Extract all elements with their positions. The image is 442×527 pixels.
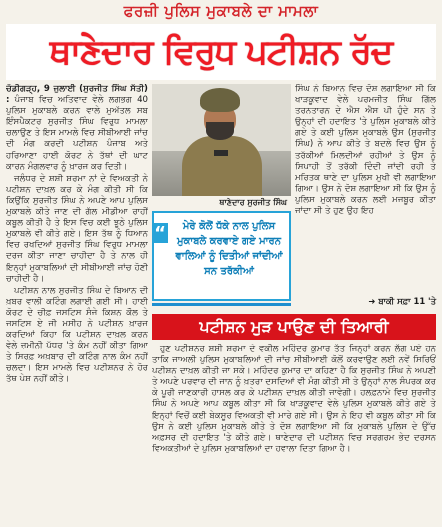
dateline: ਚੰਡੀਗੜ੍ਹ, 9 ਜੁਲਾਈ (ਸੁਰਜੀਤ ਸਿੰਘ ਸੱਤੀ) : bbox=[6, 84, 148, 106]
bottom-column-paragraph: ਹੁਣ ਪਟੀਸ਼ਨਰ ਸ਼ਸ਼ੀ ਸ਼ਰਮਾ ਦੇ ਵਕੀਲ ਮਹਿੰਦਰ ਕੁਮਾਰ ਤੱਤ ਜਿਨ੍ਹਾਂ ਕਰਨ ਲੱਗ ਪਏ ਹਨ ਤਾਕਿ ਜਾਅਲੀ ਪੁਲਿਸ ਮੁਕਾਬਲਿਆਂ ਦੀ ਜਾਂਚ ਸੀਬੀਆਈ ਕੋਲੋਂ ਕਰਵਾਉਣ ਲਈ ਨਵੇਂ ਸਿਰਿਓਂ ਪਟੀਸ਼ਨ ਦਾਖ਼ਲ ਕੀਤੀ ਜਾ ਸਕੇ। ਮਹਿੰਦਰ ਕੁਮਾਰ ਦਾ ਕਹਿਣਾ ਹੈ ਕਿ ਸੁਰਜੀਤ ਸਿੰਘ ਨੇ ਅਪਣੀ ਤੇ ਅਪਣੇ ਪਰਵਾਰ ਦੀ ਜਾਨ ਨੂੰ ਖ਼ਤਰਾ ਦਸਦਿਆਂ ਵੀ ਮੰਗ ਕੀਤੀ ਸੀ ਤੇ ਉਨ੍ਹਾਂ ਨਾਲ ਸੰਪਰਕ ਕਰ ਕੇ ਪੂਰੀ ਜਾਣਕਾਰੀ ਹਾਸਲ ਕਰ ਕੇ ਪਟੀਸ਼ਨ ਦਾਖ਼ਲ ਕੀਤੀ ਜਾਵੇਗੀ। ਹਲਫ਼ਨਾਮੇ ਵਿਚ ਸੁਰਜੀਤ ਸਿੰਘ ਨੇ ਅਪਣੇ ਆਪ ਕਬੂਲ ਕੀਤਾ ਸੀ ਕਿ ਖਾੜਕੂਵਾਦ ਵੇਲੇ ਪੁਲਿਸ ਮੁਕਾਬਲੇ ਕੀਤੇ ਗਏ ਤੇ ਇਨ੍ਹਾਂ ਵਿਚੋਂ ਕਈ ਬੇਕਸੂਰ ਵਿਅਕਤੀ ਵੀ ਮਾਰੇ ਗਏ ਸੀ। ਉਸ ਨੇ ਇਹ ਵੀ ਕਬੂਲ ਕੀਤਾ ਸੀ ਕਿ ਉਸ ਨੇ ਕਈ ਪੁਲਿਸ ਮੁਕਾਬਲੇ ਕੀਤੇ ਤੇ ਦੋਸ਼ ਲਗਾਇਆ ਸੀ ਕਿ ਮੁਕਾਬਲੇ ਪੁਲਿਸ ਦੇ ਉੱਚ ਅਫ਼ਸਰ ਦੀ ਹਦਾਇਤ 'ਤੇ ਕੀਤੇ ਗਏ। ਥਾਣੇਦਾਰ ਦੀ ਪਟੀਸ਼ਨ ਵਿਚ ਸਰਗਰਮ ਭੇਦ ਦਰਸਨ ਵਿਅਕਤੀਆਂ ਦੇ ਪੁਲਿਸ ਮੁਕਾਬਲਿਆਂ ਦਾ ਹਵਾਲਾ ਦਿਤਾ ਗਿਆ ਹੈ। bbox=[152, 344, 436, 454]
quote-mark-icon: “ bbox=[152, 223, 168, 243]
continued-on-page-link[interactable]: ➜ ਬਾਕੀ ਸਫ਼ਾ 11 'ਤੇ bbox=[368, 296, 436, 306]
left-column-paragraph: ਪਟੀਸ਼ਨ ਨਾਲ ਸੁਰਜੀਤ ਸਿੰਘ ਦੇ ਬਿਆਨ ਦੀ ਖ਼ਬਰ ਵਾਲੀ ਕਟਿੰਗ ਲਗਾਈ ਗਈ ਸੀ। ਹਾਈ ਕੋਰਟ ਦੇ ਚੀਫ਼ ਜਸਟਿਸ ਸੰਜੇ ਕਿਸ਼ਨ ਕੌਲ ਤੇ ਜਸਟਿਸ ਏ ਜੀ ਮਸੀਹ ਨੇ ਪਟੀਸ਼ਨ ਖ਼ਾਰਜ ਕਰਦਿਆਂ ਕਿਹਾ ਕਿ ਪਟੀਸ਼ਨ ਦਾਖ਼ਲ ਕਰਨ ਵੇਲੇ ਜ਼ਮੀਨੀ ਪੱਧਰ 'ਤੇ ਕੰਮ ਨਹੀਂ ਕੀਤਾ ਗਿਆ ਤੇ ਸਿਰਫ਼ ਅਖ਼ਬਾਰ ਦੀ ਕਟਿੰਗ ਨਾਲ ਕੰਮ ਨਹੀਂ ਚਲਦਾ। ਇਸ ਮਾਮਲੇ ਵਿਚ ਪਟੀਸ਼ਨਰ ਨੇ ਹੋਰ ਤੱਥ ਪੇਸ਼ ਨਹੀਂ ਕੀਤੇ। bbox=[6, 285, 148, 385]
photo-figure-turban bbox=[200, 88, 240, 112]
headline: ਥਾਣੇਦਾਰ ਵਿਰੁਧ ਪਟੀਸ਼ਨ ਰੱਦ bbox=[6, 24, 436, 80]
left-column-paragraph-text: ਪੰਜਾਬ ਵਿਚ ਅਤਿਵਾਦ ਵੇਲੇ ਲਗਭਗ 40 ਪੁਲਿਸ ਮੁਕਾਬਲੇ ਕਰਨ ਵਾਲੇ ਮੁਅੱਤਲ ਸਬ ਇੰਸਪੈਕਟਰ ਸੁਰਜੀਤ ਸਿੰਘ ਵਿਰੁਧ ਮਾਮਲਾ ਚਲਾਉਣ ਤੇ ਇਸ ਮਾਮਲੇ ਵਿਚ ਸੀਬੀਆਈ ਜਾਂਚ ਦੀ ਮੰਗ ਕਰਦੀ ਪਟੀਸ਼ਨ ਪੰਜਾਬ ਅਤੇ ਹਰਿਆਣਾ ਹਾਈ ਕੋਰਟ ਨੇ ਤੱਥਾਂ ਦੀ ਘਾਟ ਕਾਰਨ ਮੰਗਲਵਾਰ ਨੂੰ ਖ਼ਾਰਜ ਕਰ ਦਿਤੀ। bbox=[6, 95, 148, 172]
photo-caption: ਥਾਣੇਦਾਰ ਸੁਰਜੀਤ ਸਿੰਘ bbox=[152, 196, 291, 210]
kicker-line: ਫਰਜ਼ੀ ਪੁਲਿਸ ਮੁਕਾਬਲੇ ਦਾ ਮਾਮਲਾ bbox=[123, 2, 319, 20]
bottom-column bbox=[152, 344, 436, 524]
officer-photo bbox=[152, 84, 291, 196]
photo-figure-body bbox=[182, 136, 262, 196]
photo-figure-beard bbox=[206, 122, 234, 140]
left-column bbox=[6, 84, 148, 524]
subheading-bar: ਪਟੀਸ਼ਨ ਮੁੜ ਪਾਉਣ ਦੀ ਤਿਆਰੀ bbox=[152, 314, 436, 340]
pull-quote bbox=[152, 211, 291, 301]
pull-quote-text: ਮੇਰੇ ਕੋਲੋਂ ਧੱਕੇ ਨਾਲ ਪੁਲਿਸ ਮੁਕਾਬਲੇ ਕਰਵਾਏ ਗਏ ਮਾਰਨ ਵਾਲਿਆਂ ਨੂੰ ਦਿਤੀਆਂ ਜਾਂਦੀਆਂ ਸਨ ਤਰੱਕੀਆਂ bbox=[175, 221, 283, 277]
photo-badge bbox=[214, 150, 228, 156]
right-column bbox=[295, 84, 436, 312]
left-column-paragraph: ਜਲੰਧਰ ਦੇ ਸ਼ਸ਼ੀ ਸ਼ਰਮਾ ਨਾਂ ਦੇ ਵਿਅਕਤੀ ਨੇ ਪਟੀਸ਼ਨ ਦਾਖ਼ਲ ਕਰ ਕੇ ਮੰਗ ਕੀਤੀ ਸੀ ਕਿ ਕਿਉਂਕਿ ਸੁਰਜੀਤ ਸਿੰਘ ਨੇ ਅਪਣੇ ਆਪ ਪੁਲਿਸ ਮੁਕਾਬਲੇ ਕੀਤੇ ਜਾਣ ਦੀ ਗੱਲ ਮੀਡੀਆ ਰਾਹੀਂ ਕਬੂਲ ਕੀਤੀ ਹੈ ਤੇ ਇਸ ਵਿਚ ਕਈ ਝੂਠੇ ਪੁਲਿਸ ਮੁਕਾਬਲੇ ਵੀ ਕੀਤੇ ਗਏ। ਇਸ ਤੱਥ ਨੂੰ ਧਿਆਨ ਵਿਚ ਰਖਦਿਆਂ ਸੁਰਜੀਤ ਸਿੰਘ ਵਿਰੁਧ ਮਾਮਲਾ ਦਰਜ ਕੀਤਾ ਜਾਣਾ ਚਾਹੀਦਾ ਹੈ ਤੇ ਨਾਲ ਹੀ ਇਨ੍ਹਾਂ ਮੁਕਾਬਲਿਆਂ ਦੀ ਸੀਬੀਆਈ ਜਾਂਚ ਹੋਣੀ ਚਾਹੀਦੀ ਹੈ। bbox=[6, 173, 148, 284]
pull-quote-rule bbox=[152, 303, 291, 306]
left-column-paragraph bbox=[6, 84, 148, 173]
right-column-paragraph: ਸਿੰਘ ਨੇ ਬਿਆਨ ਵਿਚ ਦੋਸ਼ ਲਗਾਇਆ ਸੀ ਕਿ ਖਾੜਕੂਵਾਦ ਵੇਲੇ ਪਰਮਜੀਤ ਸਿੰਘ ਗਿੱਲ ਤਰਨਤਾਰਨ ਦੇ ਐਸ ਐਸ ਪੀ ਹੁੰਦੇ ਸਨ ਤੇ ਉਨ੍ਹਾਂ ਦੀ ਹਦਾਇਤ 'ਤੇ ਪੁਲਿਸ ਮੁਕਾਬਲੇ ਕੀਤੇ ਗਏ ਤੇ ਕਈ ਪੁਲਿਸ ਮੁਕਾਬਲੇ ਉਸ (ਸੁਰਜੀਤ ਸਿੰਘ) ਨੇ ਆਪ ਕੀਤੇ ਤੇ ਬਦਲੇ ਵਿਚ ਉਸ ਨੂੰ ਤਰੱਕੀਆਂ ਮਿਲਦੀਆਂ ਰਹੀਆਂ ਤੇ ਉਸ ਨੂੰ ਸਿਪਾਹੀ ਤੋਂ ਤਰੱਕੀ ਦਿੰਦੀ ਜਾਂਦੀ ਰਹੀ ਤੇ ਮਰਿਤਕ ਥਾਣੇ ਦਾ ਪੁਲਿਸ ਮੁਖੀ ਵੀ ਲਗਾਇਆ ਗਿਆ। ਉਸ ਨੇ ਦੋਸ਼ ਲਗਾਇਆ ਸੀ ਕਿ ਉਸ ਨੂੰ ਪੁਲਿਸ ਮੁਕਾਬਲੇ ਕਰਨ ਲਈ ਮਜਬੂਰ ਕੀਤਾ ਜਾਂਦਾ ਸੀ ਤੇ ਹੁਣ ਉਹ ਇਹ bbox=[295, 84, 436, 217]
